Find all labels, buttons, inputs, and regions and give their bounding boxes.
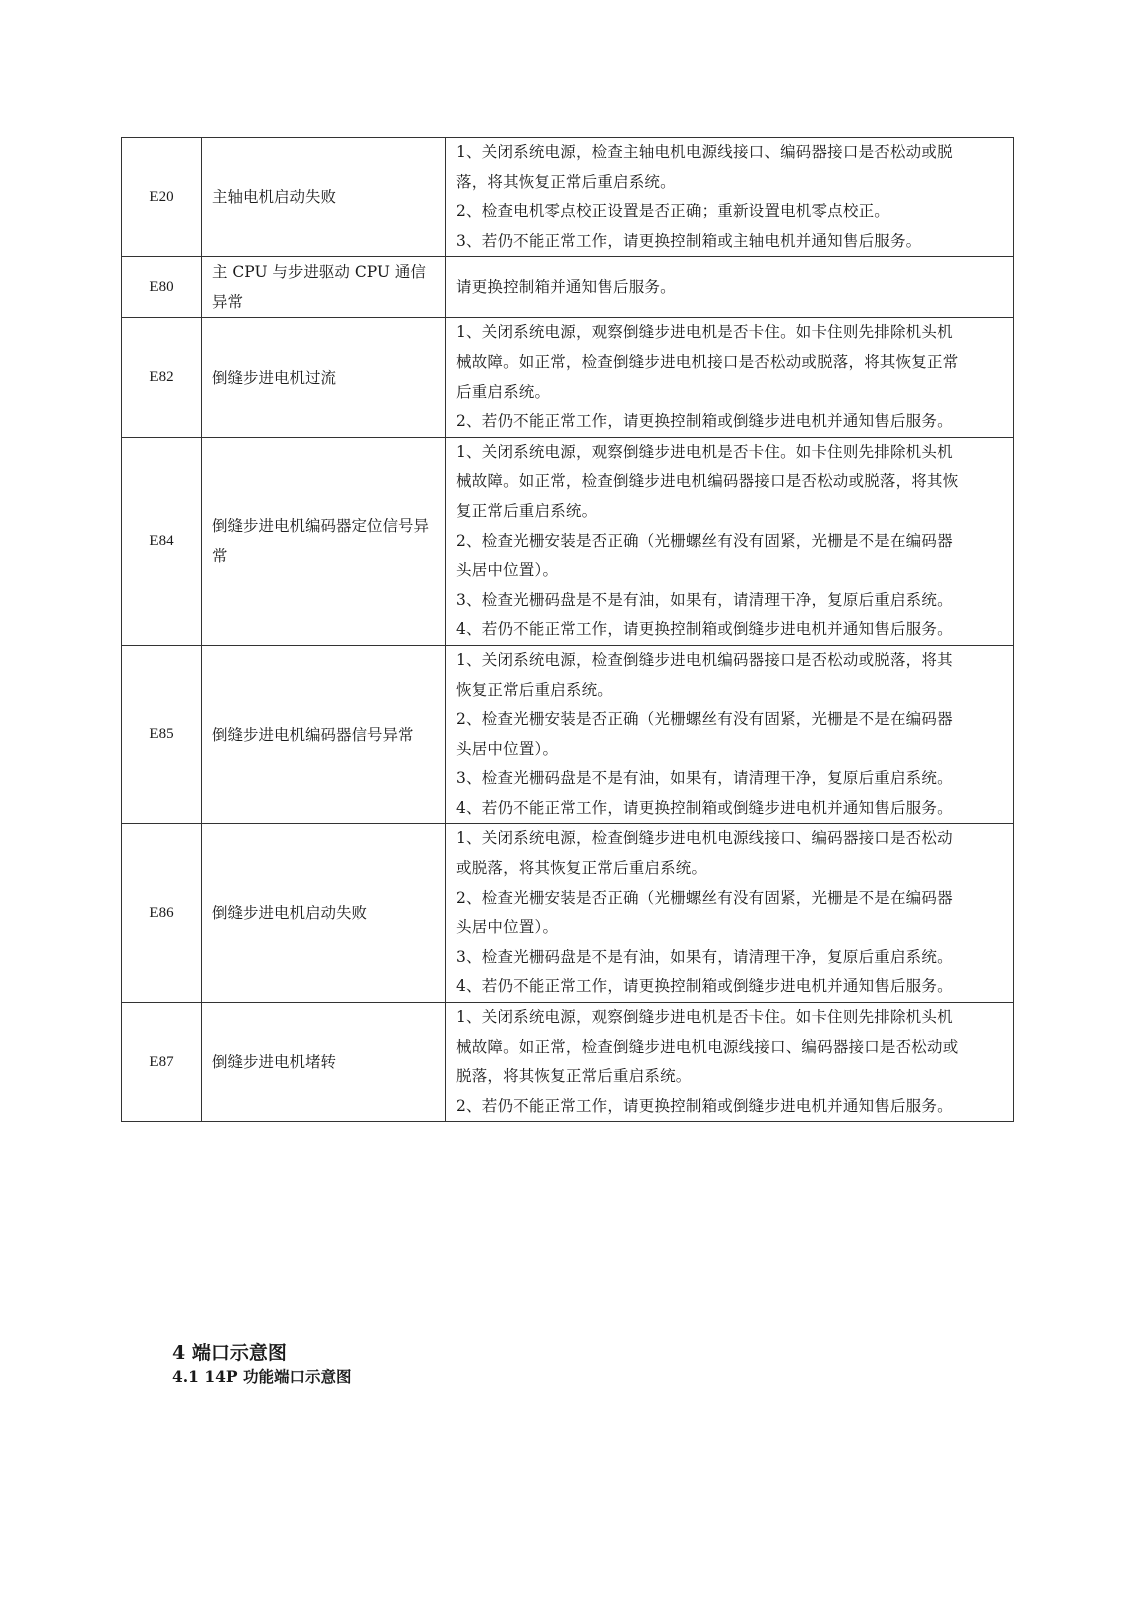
solution-line: 1、关闭系统电源，检查主轴电机电源线接口、编码器接口是否松动或脱	[456, 143, 953, 161]
error-code: E84	[122, 437, 202, 645]
error-row	[122, 318, 1014, 437]
solution-line: 落，将其恢复正常后重启系统。	[456, 172, 676, 191]
solution-line: 复正常后重启系统。	[456, 501, 598, 520]
error-row	[122, 645, 1014, 824]
section-title: 4 端口示意图	[172, 1342, 287, 1364]
error-row	[122, 257, 1014, 318]
solution-line: 3、检查光栅码盘是不是有油，如果有，请清理干净，复原后重启系统。	[456, 590, 953, 609]
error-description: 倒缝步进电机编码器定位信号异常	[202, 437, 446, 645]
error-row	[122, 437, 1014, 645]
subsection-title: 4.1 14P 功能端口示意图	[172, 1367, 352, 1386]
solution-line: 4、若仍不能正常工作，请更换控制箱或倒缝步进电机并通知售后服务。	[456, 798, 953, 817]
solution-line: 后重启系统。	[456, 382, 551, 401]
error-solution	[446, 824, 1014, 1003]
error-code-table	[121, 137, 1014, 1122]
solution-line: 1、关闭系统电源，观察倒缝步进电机是否卡住。如卡住则先排除机头机	[456, 323, 953, 342]
error-description: 倒缝步进电机编码器信号异常	[202, 645, 446, 824]
solution-line: 或脱落，将其恢复正常后重启系统。	[456, 859, 708, 878]
error-solution	[446, 138, 1014, 257]
solution-line: 2、若仍不能正常工作，请更换控制箱或倒缝步进电机并通知售后服务。	[456, 1096, 953, 1115]
error-description: 倒缝步进电机启动失败	[202, 824, 446, 1003]
error-code: E85	[122, 645, 202, 824]
solution-line: 请更换控制箱并通知售后服务。	[456, 277, 676, 296]
solution-line: 4、若仍不能正常工作，请更换控制箱或倒缝步进电机并通知售后服务。	[456, 977, 953, 996]
solution-line: 2、若仍不能正常工作，请更换控制箱或倒缝步进电机并通知售后服务。	[456, 412, 953, 431]
solution-line: 头居中位置）。	[456, 739, 559, 758]
solution-line: 头居中位置）。	[456, 561, 559, 580]
solution-line: 2、检查光栅安装是否正确（光栅螺丝有没有固紧，光栅是不是在编码器	[456, 531, 953, 550]
solution-line: 恢复正常后重启系统。	[456, 680, 614, 699]
error-solution	[446, 1003, 1014, 1122]
error-code: E82	[122, 318, 202, 437]
error-solution	[446, 318, 1014, 437]
error-solution	[446, 257, 1014, 318]
error-code: E20	[122, 138, 202, 257]
error-description: 主 CPU 与步进驱动 CPU 通信异常	[202, 257, 446, 318]
solution-line: 4、若仍不能正常工作，请更换控制箱或倒缝步进电机并通知售后服务。	[456, 620, 953, 639]
solution-line: 2、检查光栅安装是否正确（光栅螺丝有没有固紧，光栅是不是在编码器	[456, 710, 953, 729]
solution-line: 脱落，将其恢复正常后重启系统。	[456, 1067, 692, 1086]
solution-line: 2、检查电机零点校正设置是否正确；重新设置电机零点校正。	[456, 202, 890, 221]
error-description: 倒缝步进电机堵转	[202, 1003, 446, 1122]
solution-line: 械故障。如正常，检查倒缝步进电机编码器接口是否松动或脱落，将其恢	[456, 472, 959, 491]
error-description: 主轴电机启动失败	[202, 138, 446, 257]
solution-line: 3、若仍不能正常工作，请更换控制箱或主轴电机并通知售后服务。	[456, 231, 922, 250]
error-table-body	[122, 138, 1014, 1122]
error-code: E86	[122, 824, 202, 1003]
error-code: E87	[122, 1003, 202, 1122]
solution-line: 2、检查光栅安装是否正确（光栅螺丝有没有固紧，光栅是不是在编码器	[456, 888, 953, 907]
error-solution	[446, 437, 1014, 645]
error-row	[122, 138, 1014, 257]
solution-line: 1、关闭系统电源，观察倒缝步进电机是否卡住。如卡住则先排除机头机	[456, 442, 953, 461]
error-description: 倒缝步进电机过流	[202, 318, 446, 437]
error-row	[122, 1003, 1014, 1122]
solution-line: 3、检查光栅码盘是不是有油，如果有，请清理干净，复原后重启系统。	[456, 947, 953, 966]
solution-line: 械故障。如正常，检查倒缝步进电机接口是否松动或脱落，将其恢复正常	[456, 352, 959, 371]
solution-line: 1、关闭系统电源，观察倒缝步进电机是否卡住。如卡住则先排除机头机	[456, 1008, 953, 1027]
error-code: E80	[122, 257, 202, 318]
solution-line: 3、检查光栅码盘是不是有油，如果有，请清理干净，复原后重启系统。	[456, 769, 953, 788]
solution-line: 1、关闭系统电源，检查倒缝步进电机电源线接口、编码器接口是否松动	[456, 829, 953, 848]
solution-line: 1、关闭系统电源，检查倒缝步进电机编码器接口是否松动或脱落，将其	[456, 650, 953, 669]
solution-line: 头居中位置）。	[456, 918, 559, 937]
solution-line: 械故障。如正常，检查倒缝步进电机电源线接口、编码器接口是否松动或	[456, 1037, 959, 1056]
error-row	[122, 824, 1014, 1003]
error-solution	[446, 645, 1014, 824]
